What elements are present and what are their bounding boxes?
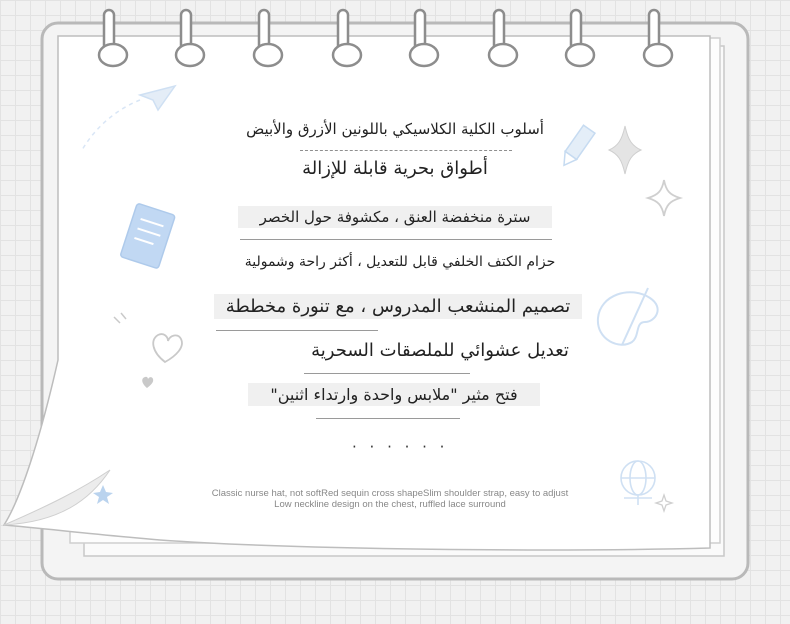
feature-line-5: تصميم المنشعب المدروس ، مع تنورة مخططة bbox=[214, 294, 582, 319]
divider-5 bbox=[216, 330, 378, 331]
divider-7 bbox=[316, 418, 460, 419]
footer-line-2: Low neckline design on the chest, ruffled lace surround bbox=[274, 499, 506, 510]
feature-line-6: تعديل عشوائي للملصقات السحرية bbox=[311, 340, 569, 361]
feature-line-3: سترة منخفضة العنق ، مكشوفة حول الخصر bbox=[238, 206, 552, 228]
feature-line-7: فتح مثير "ملابس واحدة وارتداء اثنين" bbox=[248, 383, 540, 406]
feature-line-1: أسلوب الكلية الكلاسيكي باللونين الأزرق والأبيض bbox=[246, 120, 544, 138]
feature-line-4: حزام الكتف الخلفي قابل للتعديل ، أكثر راحة وشمولية bbox=[244, 254, 556, 270]
divider-6 bbox=[304, 373, 470, 374]
divider-1 bbox=[300, 150, 512, 151]
divider-3 bbox=[240, 239, 552, 240]
feature-line-2: أطواق بحرية قابلة للإزالة bbox=[302, 158, 488, 179]
ellipsis-dots: · · · · · · bbox=[352, 438, 449, 456]
notebook-front-page bbox=[4, 36, 710, 550]
footer-line-1: Classic nurse hat, not softRed sequin cross shapeSlim shoulder strap, easy to adjust bbox=[211, 488, 569, 499]
